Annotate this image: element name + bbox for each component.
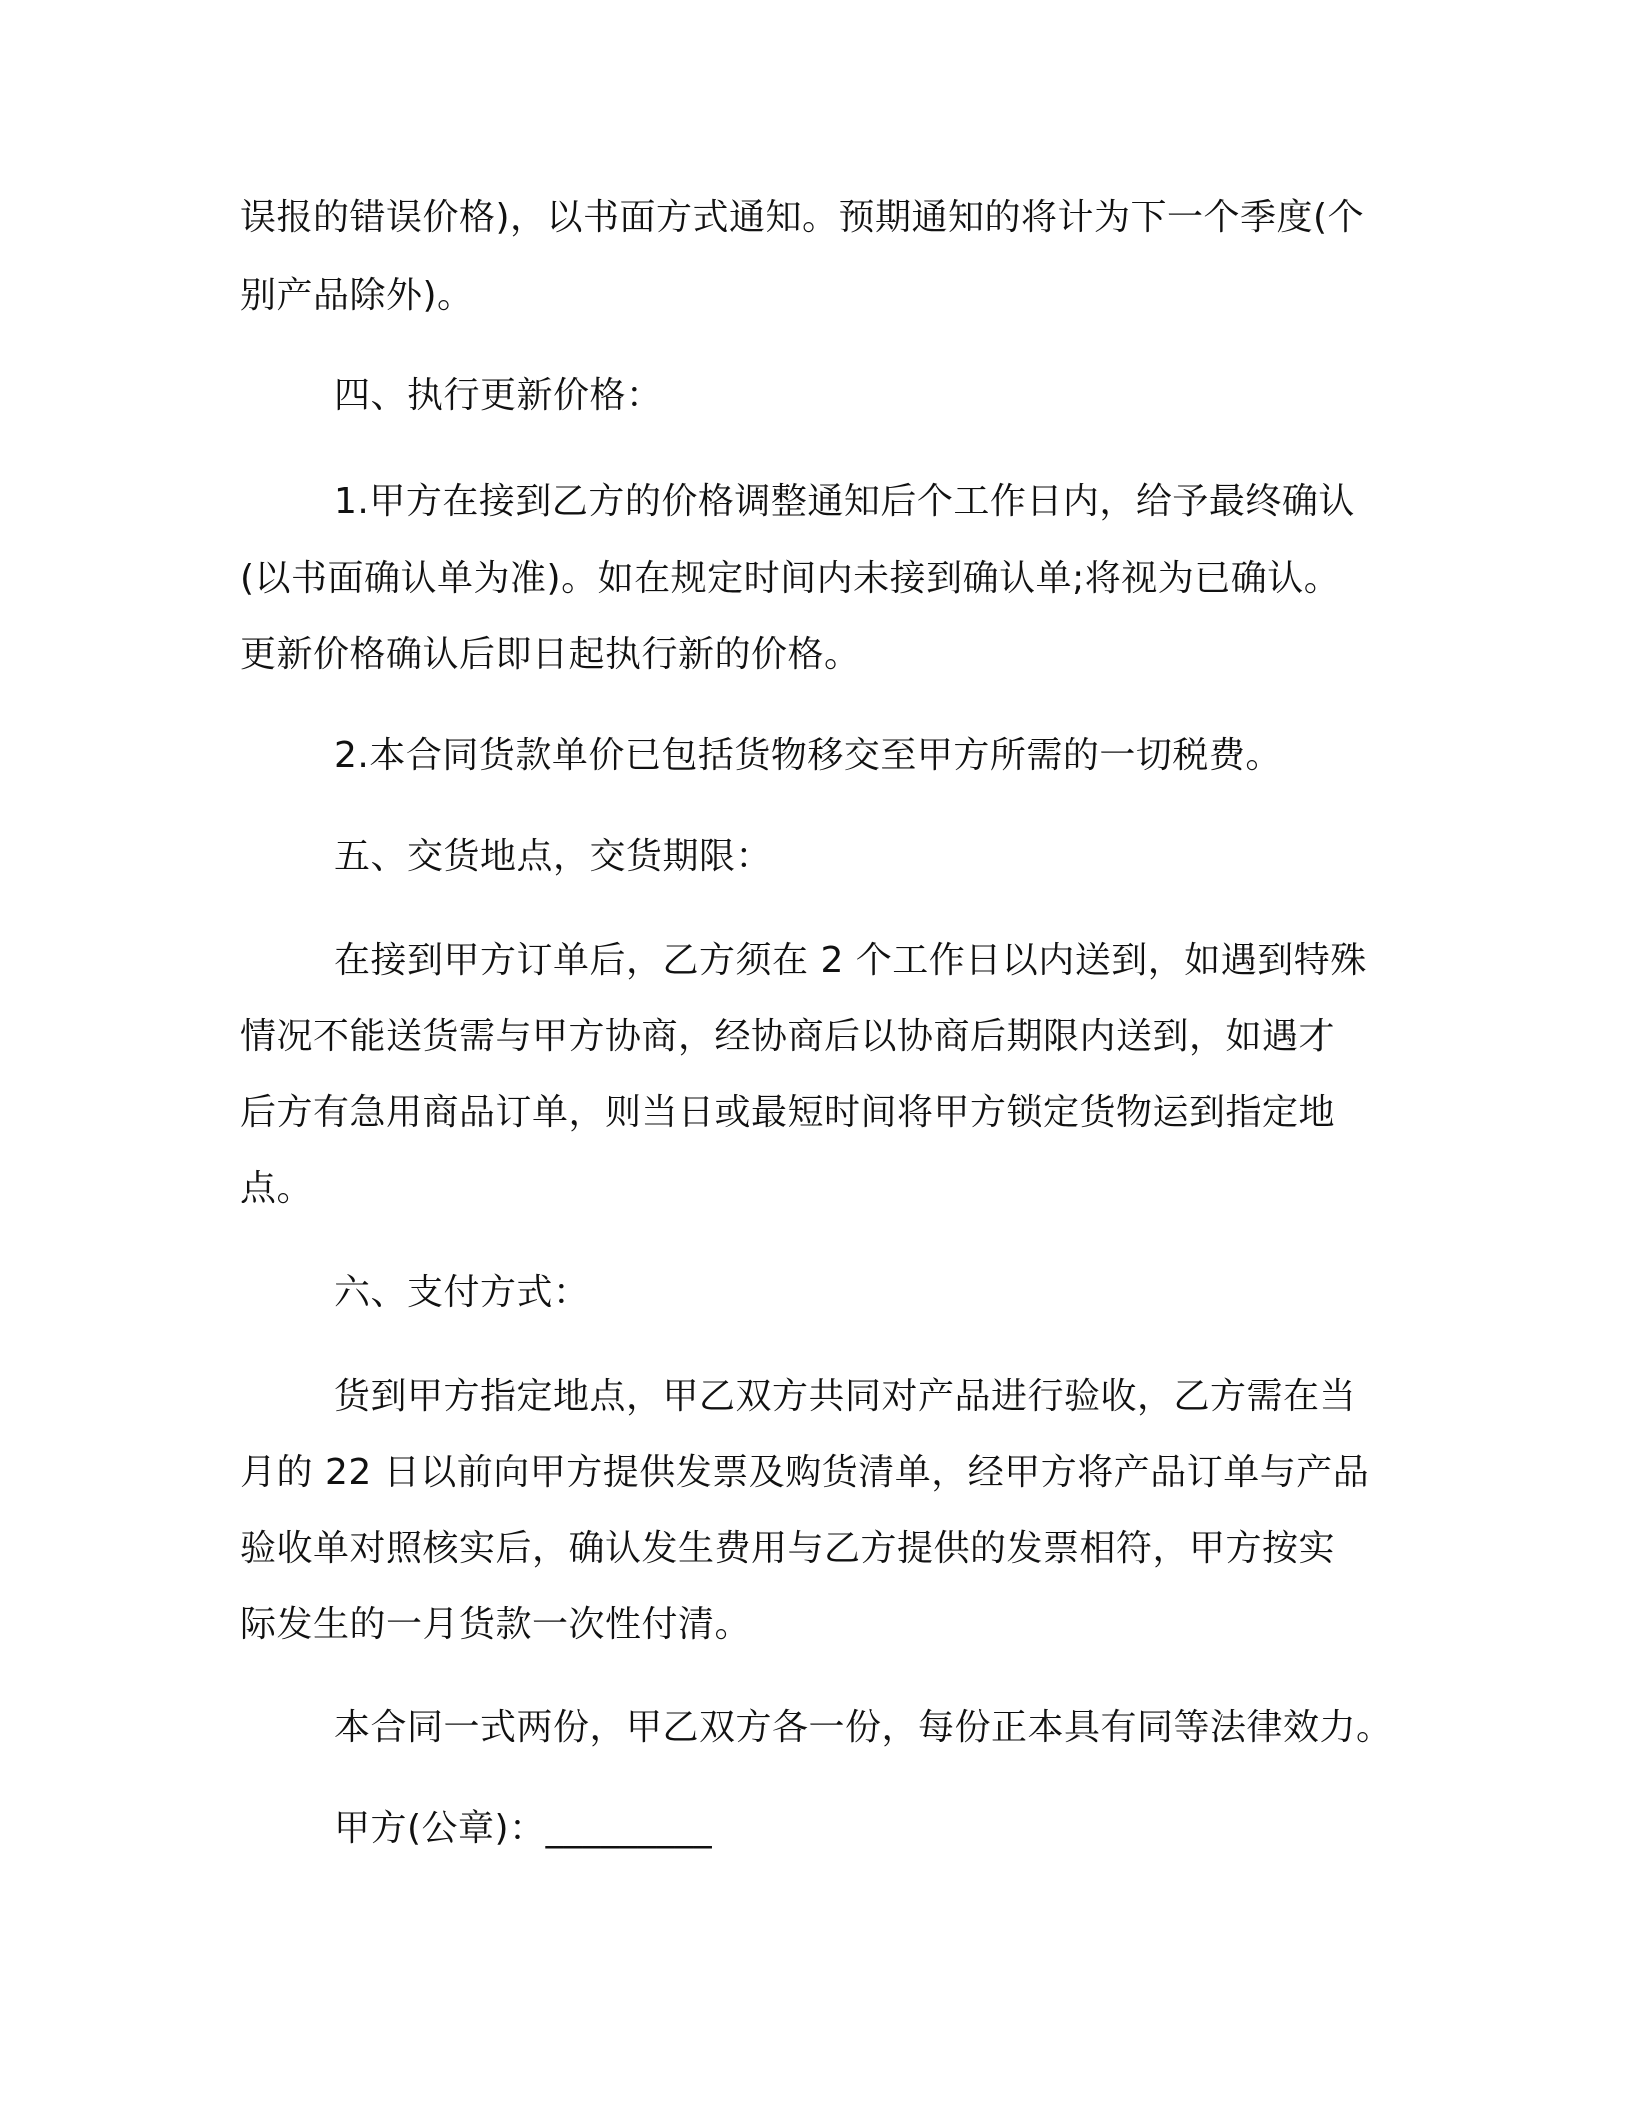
- section-heading: 六、支付方式：: [334, 1272, 590, 1313]
- text-line: 点。: [240, 1168, 314, 1209]
- text-line: 1.甲方在接到乙方的价格调整通知后个工作日内，给予最终确认: [334, 481, 1355, 522]
- text-line: 本合同一式两份，甲乙双方各一份，每份正本具有同等法律效力。: [334, 1707, 1393, 1748]
- text-line: (以书面确认单为准)。如在规定时间内未接到确认单;将视为已确认。: [240, 558, 1341, 599]
- text-line: 月的 22 日以前向甲方提供发票及购货清单，经甲方将产品订单与产品: [240, 1452, 1370, 1493]
- text-line: 误报的错误价格)，以书面方式通知。预期通知的将计为下一个季度(个: [240, 197, 1365, 238]
- text-line: 在接到甲方订单后，乙方须在 2 个工作日以内送到，如遇到特殊: [334, 940, 1367, 981]
- text-line: 货到甲方指定地点，甲乙双方共同对产品进行验收，乙方需在当: [334, 1376, 1357, 1417]
- text-line: 2.本合同货款单价已包括货物移交至甲方所需的一切税费。: [334, 735, 1282, 776]
- text-line: 验收单对照核实后，确认发生费用与乙方提供的发票相符，甲方按实: [240, 1528, 1336, 1569]
- section-heading: 四、执行更新价格：: [334, 375, 663, 416]
- text-line: 更新价格确认后即日起执行新的价格。: [240, 634, 861, 675]
- signature-line-text: 甲方(公章)：_________: [334, 1808, 713, 1849]
- text-line: 别产品除外)。: [240, 275, 474, 316]
- text-line: 际发生的一月货款一次性付清。: [240, 1604, 752, 1645]
- text-line: 情况不能送货需与甲方协商，经协商后以协商后期限内送到，如遇才: [240, 1016, 1336, 1057]
- text-line: 后方有急用商品订单，则当日或最短时间将甲方锁定货物运到指定地: [240, 1092, 1336, 1133]
- section-heading: 五、交货地点，交货期限：: [334, 836, 773, 877]
